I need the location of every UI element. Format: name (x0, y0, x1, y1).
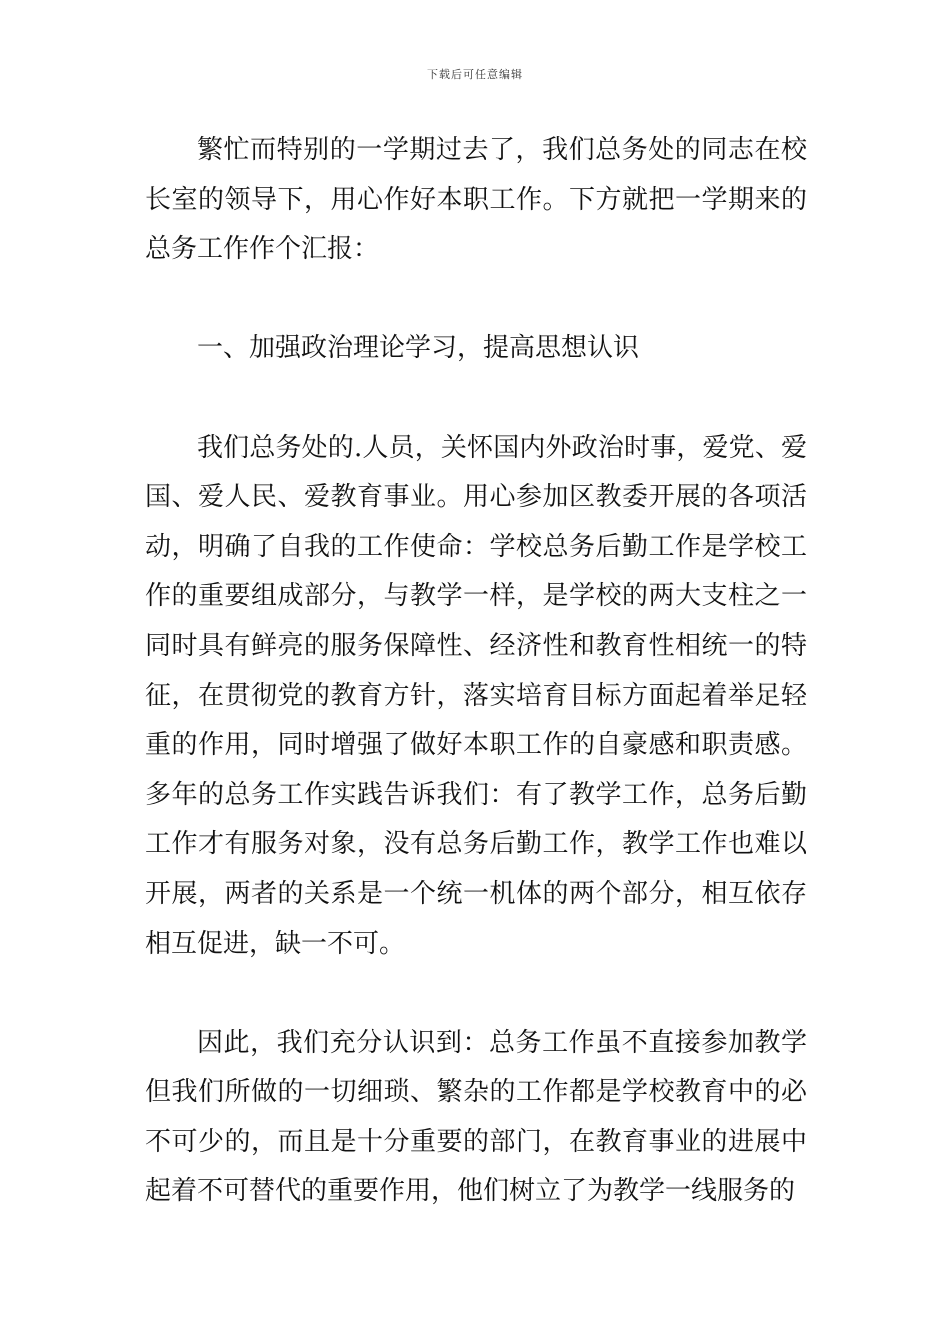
document-body (145, 126, 807, 1217)
header-note: 下载后可任意编辑 (427, 68, 523, 81)
paragraph-political-study: 我们总务处的.人员，关怀国内外政治时事，爱党、爱国、爱人民、爱教育事业。用心参加区教委开展的各项活动，明确了自我的工作使命：学校总务后勤工作是学校工作的重要组成部分，与教学一样，是学校的两大支柱之一同时具有鲜亮的服务保障性、经济性和教育性相统一的特征，在贯彻党的教育方针，落实培育目标方面起着举足轻重的作用，同时增强了做好本职工作的自豪感和职责感。多年的总务工作实践告诉我们：有了教学工作，总务后勤工作才有服务对象，没有总务后勤工作，教学工作也难以开展，两者的关系是一个统一机体的两个部分，相互依存相互促进，缺一不可。 (145, 432, 807, 959)
paragraph-intro: 繁忙而特别的一学期过去了，我们总务处的同志在校长室的领导下，用心作好本职工作。下方就把一学期来的总务工作作个汇报： (145, 135, 807, 265)
section-heading: 一、加强政治理论学习，提高思想认识 (197, 333, 640, 364)
paragraph-conclusion: 因此，我们充分认识到：总务工作虽不直接参加教学但我们所做的一切细琐、繁杂的工作都是学校教育中的必不可少的，而且是十分重要的部门，在教育事业的进展中起着不可替代的重要作用，他们树立了为教学一线服务的 (145, 1027, 807, 1207)
